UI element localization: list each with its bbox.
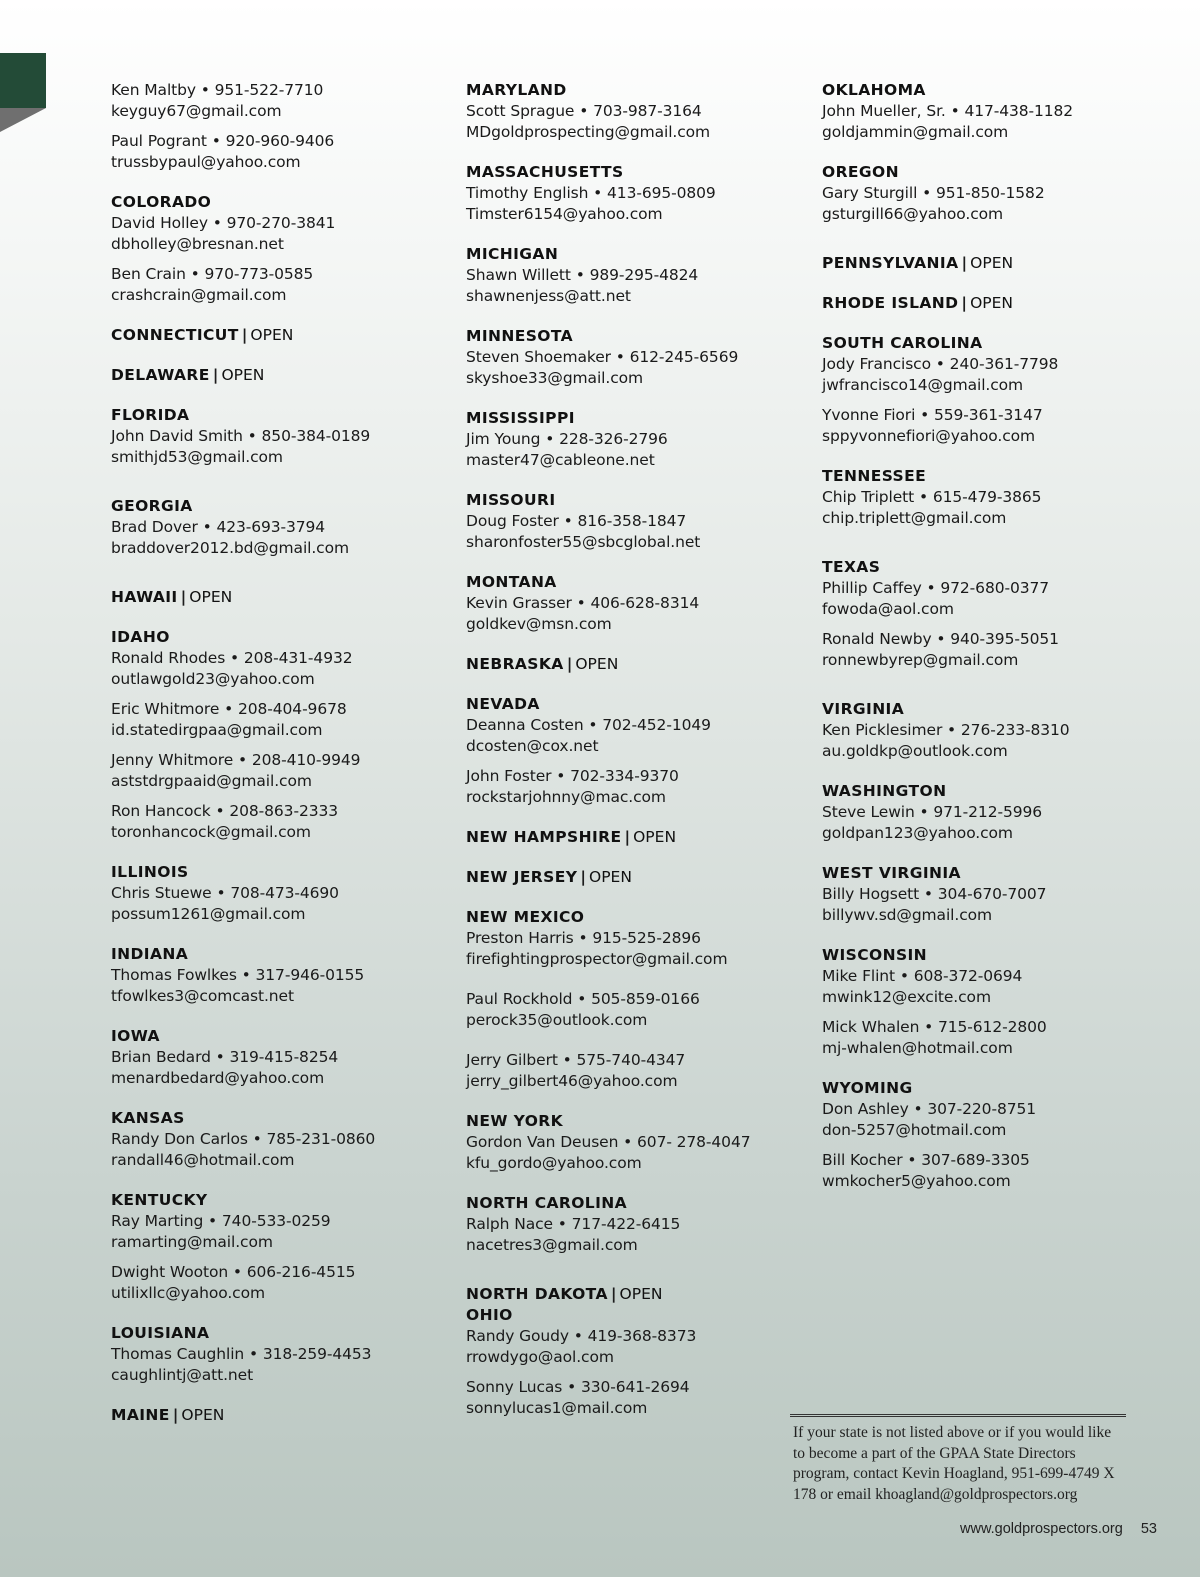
state-block (822, 80, 1172, 143)
contact-name-phone: Timothy English • 413-695-0809 (466, 184, 716, 202)
contact-entry (111, 1047, 461, 1089)
contact-entry (822, 720, 1172, 762)
contact-email: tfowlkes3@comcast.net (111, 987, 294, 1005)
contact-email: keyguy67@gmail.com (111, 102, 282, 120)
contact-email: don-5257@hotmail.com (822, 1121, 1007, 1139)
contact-entry (111, 1129, 461, 1171)
state-block (111, 1108, 461, 1171)
open-status: OPEN (189, 588, 233, 606)
state-block (466, 162, 816, 225)
state-block (111, 627, 461, 843)
contact-name-phone: Jenny Whitmore • 208-410-9949 (111, 751, 361, 769)
state-name: MISSOURI (466, 491, 556, 509)
contact-name-phone: David Holley • 970-270-3841 (111, 214, 336, 232)
contact-email: smithjd53@gmail.com (111, 448, 283, 466)
state-block (466, 408, 816, 471)
state-name: NORTH DAKOTA (466, 1285, 608, 1303)
state-heading (822, 699, 1172, 720)
state-heading (466, 827, 816, 848)
contact-entry (111, 750, 461, 792)
state-name: INDIANA (111, 945, 189, 963)
contact-entry (111, 131, 461, 173)
state-block (466, 80, 816, 143)
directory-column-1 (111, 80, 461, 1426)
state-name: MAINE (111, 1406, 170, 1424)
contact-name-phone: Paul Rockhold • 505-859-0166 (466, 990, 700, 1008)
state-name: WASHINGTON (822, 782, 947, 800)
state-heading (111, 1108, 461, 1129)
state-name: WEST VIRGINIA (822, 864, 961, 882)
contact-entry (466, 429, 816, 471)
state-heading (822, 333, 1172, 354)
contact-entry (822, 1017, 1172, 1059)
state-block (466, 654, 816, 675)
state-block (822, 781, 1172, 844)
state-heading (822, 80, 1172, 101)
contact-entry (822, 487, 1172, 529)
state-heading (466, 326, 816, 347)
state-name: FLORIDA (111, 406, 190, 424)
contact-entry (822, 802, 1172, 844)
page-number: 53 (1140, 1521, 1157, 1537)
state-name: SOUTH CAROLINA (822, 334, 983, 352)
separator: | (624, 828, 631, 846)
contact-name-phone: Thomas Caughlin • 318-259-4453 (111, 1345, 372, 1363)
state-name: OREGON (822, 163, 899, 181)
state-name: ILLINOIS (111, 863, 189, 881)
contact-email: utilixllc@yahoo.com (111, 1284, 265, 1302)
state-block (822, 557, 1172, 671)
contact-email: sppyvonnefiori@yahoo.com (822, 427, 1036, 445)
state-name: NEBRASKA (466, 655, 564, 673)
contact-entry (111, 883, 461, 925)
state-name: OKLAHOMA (822, 81, 926, 99)
contact-name-phone: Deanna Costen • 702-452-1049 (466, 716, 711, 734)
contact-name-phone: Gary Sturgill • 951-850-1582 (822, 184, 1045, 202)
state-block (111, 1026, 461, 1089)
separator: | (172, 1406, 179, 1424)
contact-email: rockstarjohnny@mac.com (466, 788, 666, 806)
state-name: KENTUCKY (111, 1191, 208, 1209)
separator: | (180, 588, 187, 606)
open-status: OPEN (250, 326, 294, 344)
contact-entry (822, 405, 1172, 447)
state-name: NEW MEXICO (466, 908, 585, 926)
state-block (466, 1193, 816, 1256)
contact-email: dbholley@bresnan.net (111, 235, 284, 253)
contact-name-phone: Steven Shoemaker • 612-245-6569 (466, 348, 739, 366)
contact-email: nacetres3@gmail.com (466, 1236, 638, 1254)
contact-entry (111, 213, 461, 255)
contact-name-phone: Doug Foster • 816-358-1847 (466, 512, 687, 530)
state-name: NEVADA (466, 695, 540, 713)
contact-entry (466, 1377, 816, 1419)
state-heading (466, 694, 816, 715)
contact-name-phone: Brad Dover • 423-693-3794 (111, 518, 326, 536)
state-name: TENNESSEE (822, 467, 927, 485)
contact-name-phone: Mick Whalen • 715-612-2800 (822, 1018, 1047, 1036)
separator: | (610, 1285, 617, 1303)
contact-name-phone: Scott Sprague • 703-987-3164 (466, 102, 702, 120)
state-heading (111, 405, 461, 426)
contact-email: rrowdygo@aol.com (466, 1348, 614, 1366)
contact-entry (822, 884, 1172, 926)
contact-entry (466, 347, 816, 389)
contact-name-phone: Mike Flint • 608-372-0694 (822, 967, 1023, 985)
contact-entry (111, 517, 461, 559)
contact-name-phone: Billy Hogsett • 304-670-7007 (822, 885, 1047, 903)
contact-entry (111, 426, 461, 468)
state-block (111, 1405, 461, 1426)
contact-name-phone: Paul Pogrant • 920-960-9406 (111, 132, 335, 150)
state-heading (822, 781, 1172, 802)
directory-column-2 (466, 80, 816, 1419)
contact-email: chip.triplett@gmail.com (822, 509, 1007, 527)
contact-name-phone: John Foster • 702-334-9370 (466, 767, 679, 785)
contact-name-phone: Eric Whitmore • 208-404-9678 (111, 700, 347, 718)
contact-email: braddover2012.bd@gmail.com (111, 539, 349, 557)
contact-name-phone: Dwight Wooton • 606-216-4515 (111, 1263, 356, 1281)
state-heading (111, 192, 461, 213)
contact-email: ronnewbyrep@gmail.com (822, 651, 1019, 669)
contact-email: trussbypaul@yahoo.com (111, 153, 301, 171)
contact-email: toronhancock@gmail.com (111, 823, 311, 841)
contact-entry (111, 264, 461, 306)
contact-entry (466, 183, 816, 225)
contact-name-phone: Gordon Van Deusen • 607- 278-4047 (466, 1133, 751, 1151)
state-block (466, 1111, 816, 1174)
state-heading (466, 80, 816, 101)
contact-email: mj-whalen@hotmail.com (822, 1039, 1013, 1057)
contact-entry (466, 1132, 816, 1174)
open-status: OPEN (619, 1285, 663, 1303)
contact-entry (822, 966, 1172, 1008)
contact-name-phone: Ken Maltby • 951-522-7710 (111, 81, 324, 99)
state-block (111, 496, 461, 559)
state-heading (822, 293, 1172, 314)
contact-name-phone: Randy Goudy • 419-368-8373 (466, 1327, 697, 1345)
contact-email: sonnylucas1@mail.com (466, 1399, 648, 1417)
contact-name-phone: Ronald Newby • 940-395-5051 (822, 630, 1059, 648)
contact-entry (466, 1214, 816, 1256)
contact-name-phone: John David Smith • 850-384-0189 (111, 427, 371, 445)
contact-name-phone: Yvonne Fiori • 559-361-3147 (822, 406, 1043, 424)
separator: | (961, 294, 968, 312)
contact-email: goldkev@msn.com (466, 615, 612, 633)
state-heading (466, 572, 816, 593)
contact-entry (466, 1326, 816, 1368)
state-name: PENNSYLVANIA (822, 254, 959, 272)
state-heading (466, 1111, 816, 1132)
open-status: OPEN (970, 254, 1014, 272)
state-block (111, 405, 461, 468)
join-program-note (790, 1414, 1126, 1505)
state-heading (466, 408, 816, 429)
state-name: HAWAII (111, 588, 178, 606)
state-name: MINNESOTA (466, 327, 574, 345)
contact-name-phone: Thomas Fowlkes • 317-946-0155 (111, 966, 365, 984)
contact-name-phone: Shawn Willett • 989-295-4824 (466, 266, 699, 284)
state-name: TEXAS (822, 558, 881, 576)
contact-name-phone: Jody Francisco • 240-361-7798 (822, 355, 1059, 373)
contact-entry (111, 965, 461, 1007)
state-name: CONNECTICUT (111, 326, 239, 344)
state-heading (466, 867, 816, 888)
state-heading (822, 945, 1172, 966)
contact-name-phone: Jim Young • 228-326-2796 (466, 430, 668, 448)
contact-email: billywv.sd@gmail.com (822, 906, 992, 924)
contact-email: master47@cableone.net (466, 451, 655, 469)
state-block (822, 466, 1172, 529)
contact-entry (822, 578, 1172, 620)
state-block (466, 326, 816, 389)
contact-name-phone: Preston Harris • 915-525-2896 (466, 929, 701, 947)
state-name: VIRGINIA (822, 700, 905, 718)
contact-name-phone: Ray Marting • 740-533-0259 (111, 1212, 331, 1230)
state-heading (111, 587, 461, 608)
separator: | (212, 366, 219, 384)
state-name: MASSACHUSETTS (466, 163, 624, 181)
state-block (466, 490, 816, 553)
contact-email: ramarting@mail.com (111, 1233, 273, 1251)
state-heading (111, 325, 461, 346)
contact-name-phone: Steve Lewin • 971-212-5996 (822, 803, 1042, 821)
state-block (466, 827, 816, 848)
state-heading (111, 496, 461, 517)
state-heading (111, 365, 461, 386)
contact-entry (822, 183, 1172, 225)
contact-entry (466, 766, 816, 808)
contact-email: id.statedirgpaa@gmail.com (111, 721, 323, 739)
contact-email: dcosten@cox.net (466, 737, 599, 755)
separator: | (580, 868, 586, 886)
contact-email: caughlintj@att.net (111, 1366, 254, 1384)
contact-email: perock35@outlook.com (466, 1011, 648, 1029)
state-heading (822, 162, 1172, 183)
contact-entry (466, 928, 816, 970)
contact-email: gsturgill66@yahoo.com (822, 205, 1004, 223)
state-block (822, 162, 1172, 225)
state-block (111, 1190, 461, 1304)
contact-email: Timster6154@yahoo.com (466, 205, 663, 223)
contact-name-phone: Phillip Caffey • 972-680-0377 (822, 579, 1050, 597)
contact-name-phone: Randy Don Carlos • 785-231-0860 (111, 1130, 376, 1148)
state-block (111, 80, 461, 173)
state-heading (111, 1405, 461, 1426)
state-name: NEW HAMPSHIRE (466, 828, 622, 846)
state-block (822, 945, 1172, 1059)
contact-email: possum1261@gmail.com (111, 905, 306, 923)
state-heading (822, 253, 1172, 274)
contact-entry (822, 1150, 1172, 1192)
state-block (111, 862, 461, 925)
contact-entry (466, 265, 816, 307)
contact-email: fowoda@aol.com (822, 600, 954, 618)
contact-name-phone: Ron Hancock • 208-863-2333 (111, 802, 338, 820)
contact-name-phone: Ronald Rhodes • 208-431-4932 (111, 649, 353, 667)
contact-name-phone: Bill Kocher • 307-689-3305 (822, 1151, 1030, 1169)
separator: | (961, 254, 968, 272)
state-block (822, 293, 1172, 314)
state-name: WISCONSIN (822, 946, 928, 964)
open-status: OPEN (633, 828, 677, 846)
note-text: If your state is not listed above or if you would like to become a part of the GPAA State Directors program, contact Kevin Hoagland, 951-699-4749 X 178 or email khoagland@goldprospectors.org (793, 1424, 1115, 1503)
contact-email: menardbedard@yahoo.com (111, 1069, 325, 1087)
contact-entry (466, 989, 816, 1031)
state-name: GEORGIA (111, 497, 193, 515)
contact-name-phone: Brian Bedard • 319-415-8254 (111, 1048, 339, 1066)
state-heading (466, 907, 816, 928)
state-block (466, 1284, 816, 1305)
state-name: MARYLAND (466, 81, 567, 99)
contact-entry (466, 593, 816, 635)
state-heading (111, 1190, 461, 1211)
footer-url: www.goldprospectors.org (960, 1521, 1123, 1537)
state-block (822, 863, 1172, 926)
state-block (111, 944, 461, 1007)
contact-email: shawnenjess@att.net (466, 287, 631, 305)
state-name: COLORADO (111, 193, 212, 211)
state-block (822, 1078, 1172, 1192)
state-block (466, 907, 816, 1092)
contact-email: goldpan123@yahoo.com (822, 824, 1013, 842)
corner-fold (0, 108, 46, 132)
state-name: DELAWARE (111, 366, 210, 384)
contact-entry (111, 801, 461, 843)
state-block (111, 1323, 461, 1386)
state-heading (111, 862, 461, 883)
contact-name-phone: John Mueller, Sr. • 417-438-1182 (822, 102, 1074, 120)
state-name: MISSISSIPPI (466, 409, 575, 427)
contact-entry (111, 1211, 461, 1253)
state-name: NEW YORK (466, 1112, 564, 1130)
contact-name-phone: Chip Triplett • 615-479-3865 (822, 488, 1042, 506)
state-heading (822, 557, 1172, 578)
contact-email: MDgoldprospecting@gmail.com (466, 123, 711, 141)
contact-email: goldjammin@gmail.com (822, 123, 1009, 141)
contact-entry (466, 1050, 816, 1092)
state-name: OHIO (466, 1306, 513, 1324)
contact-email: skyshoe33@gmail.com (466, 369, 643, 387)
contact-email: randall46@hotmail.com (111, 1151, 295, 1169)
contact-entry (822, 629, 1172, 671)
open-status: OPEN (970, 294, 1013, 312)
contact-entry (111, 1344, 461, 1386)
state-heading (466, 654, 816, 675)
state-heading (466, 490, 816, 511)
state-heading (111, 1323, 461, 1344)
contact-name-phone: Don Ashley • 307-220-8751 (822, 1100, 1036, 1118)
state-name: IOWA (111, 1027, 160, 1045)
contact-entry (822, 354, 1172, 396)
state-block (111, 192, 461, 306)
contact-name-phone: Sonny Lucas • 330-641-2694 (466, 1378, 690, 1396)
open-status: OPEN (181, 1406, 225, 1424)
contact-name-phone: Ralph Nace • 717-422-6415 (466, 1215, 681, 1233)
corner-tab (0, 53, 46, 108)
state-name: WYOMING (822, 1079, 913, 1097)
contact-entry (111, 1262, 461, 1304)
state-heading (111, 627, 461, 648)
contact-email: firefightingprospector@gmail.com (466, 950, 728, 968)
contact-name-phone: Kevin Grasser • 406-628-8314 (466, 594, 700, 612)
state-block (111, 587, 461, 608)
contact-name-phone: Jerry Gilbert • 575-740-4347 (466, 1051, 686, 1069)
contact-email: outlawgold23@yahoo.com (111, 670, 315, 688)
state-heading (822, 863, 1172, 884)
state-block (466, 244, 816, 307)
state-block (466, 694, 816, 808)
open-status: OPEN (589, 868, 632, 886)
state-name: RHODE ISLAND (822, 294, 959, 312)
contact-name-phone: Chris Stuewe • 708-473-4690 (111, 884, 339, 902)
open-status: OPEN (575, 655, 619, 673)
contact-entry (111, 648, 461, 690)
state-name: MICHIGAN (466, 245, 559, 263)
contact-entry (466, 715, 816, 757)
contact-email: au.goldkp@outlook.com (822, 742, 1008, 760)
separator: | (241, 326, 248, 344)
contact-email: jerry_gilbert46@yahoo.com (466, 1072, 678, 1090)
contact-entry (822, 101, 1172, 143)
state-block (111, 325, 461, 346)
state-name: NEW JERSEY (466, 868, 578, 886)
state-name: LOUISIANA (111, 1324, 210, 1342)
contact-name-phone: Ben Crain • 970-773-0585 (111, 265, 314, 283)
contact-name-phone: Ken Picklesimer • 276-233-8310 (822, 721, 1070, 739)
state-name: NORTH CAROLINA (466, 1194, 628, 1212)
state-heading (822, 466, 1172, 487)
contact-entry (111, 80, 461, 122)
contact-email: wmkocher5@yahoo.com (822, 1172, 1011, 1190)
contact-email: aststdrgpaaid@gmail.com (111, 772, 312, 790)
state-name: IDAHO (111, 628, 170, 646)
state-block (466, 572, 816, 635)
contact-entry (111, 699, 461, 741)
state-block (822, 699, 1172, 762)
state-heading (466, 1284, 816, 1305)
contact-email: crashcrain@gmail.com (111, 286, 287, 304)
state-name: MONTANA (466, 573, 557, 591)
state-heading (466, 1305, 816, 1326)
state-block (466, 867, 816, 888)
state-block (111, 365, 461, 386)
state-heading (822, 1078, 1172, 1099)
contact-email: sharonfoster55@sbcglobal.net (466, 533, 701, 551)
state-heading (111, 944, 461, 965)
contact-entry (822, 1099, 1172, 1141)
state-block (822, 333, 1172, 447)
contact-email: mwink12@excite.com (822, 988, 991, 1006)
state-block (822, 253, 1172, 274)
contact-email: jwfrancisco14@gmail.com (822, 376, 1024, 394)
contact-email: kfu_gordo@yahoo.com (466, 1154, 642, 1172)
state-name: KANSAS (111, 1109, 185, 1127)
open-status: OPEN (221, 366, 265, 384)
state-heading (466, 244, 816, 265)
separator: | (566, 655, 573, 673)
directory-column-3 (822, 80, 1172, 1192)
contact-entry (466, 101, 816, 143)
page-footer (960, 1521, 1157, 1537)
state-block (466, 1305, 816, 1419)
state-heading (466, 1193, 816, 1214)
state-heading (111, 1026, 461, 1047)
state-heading (466, 162, 816, 183)
contact-entry (466, 511, 816, 553)
